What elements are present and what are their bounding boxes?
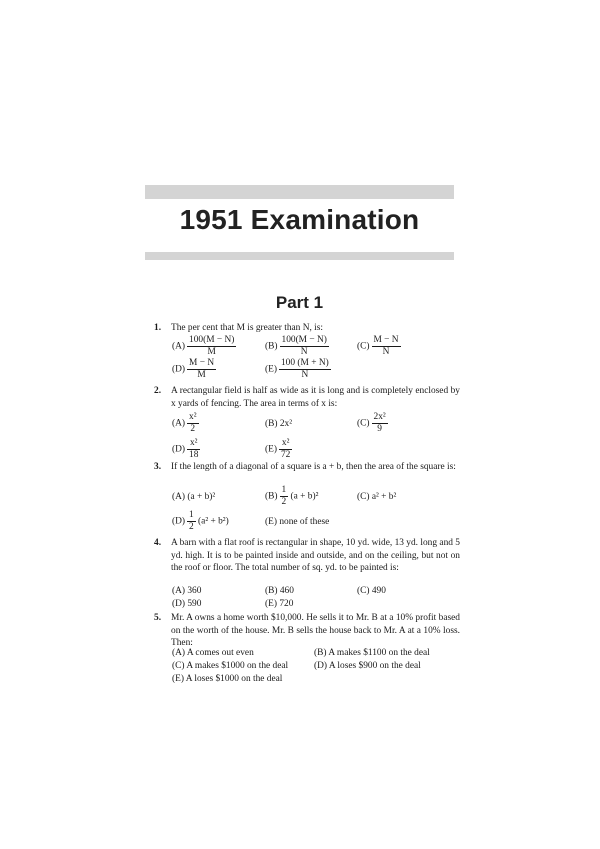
choice-b: (B) $\frac{100(M - N)}{N}$: [265, 335, 327, 357]
question-text: If the length of a diagonal of a square is a + b, then the area of the square is:: [171, 462, 456, 472]
question-2: [154, 385, 460, 410]
choice-b: (B) 2x²: [265, 419, 293, 429]
question-number: 3.: [154, 462, 162, 472]
choice-d: (D) A loses $900 on the deal: [314, 661, 421, 671]
choice-a: (A) 360: [172, 586, 202, 596]
choice-d: (D) $\frac{1}{2}$ (a² + b²): [172, 510, 229, 532]
section-title: Part 1: [275, 293, 324, 312]
header-rule-top: [145, 185, 454, 199]
question-text: A barn with a flat roof is rectangular in shape, 10 yd. wide, 13 yd. long and 5 yd. high. It is to be painted inside and outside, and on the ceiling, but not on the roof or floor. The total number of sq. yd. to be painted is:: [171, 538, 460, 573]
header-rule-bottom: [145, 252, 454, 260]
choice-e: (E) $\frac{100 (M + N)}{N}$: [265, 358, 329, 380]
question-number: 4.: [154, 538, 162, 548]
question-4: [154, 537, 460, 575]
question-text: A rectangular field is half as wide as it is long and is completely enclosed by x yards of fencing. The area in terms of x is:: [171, 386, 460, 409]
question-5: [154, 612, 460, 650]
question-text: Mr. A owns a home worth $10,000. He sells it to Mr. B at a 10% profit based on the worth of the house. Mr. B sells the house back to Mr. A at a 10% loss. Then:: [171, 613, 460, 648]
choice-e: (E) none of these: [265, 517, 330, 527]
question-number: 2.: [154, 386, 162, 396]
choice-c: (C) $\frac{\text{2x²}}{9}$: [357, 412, 386, 434]
choice-c: (C) $\frac{M - N}{N}$: [357, 335, 399, 357]
choice-a: (A) $\frac{100(M - N)}{M}$: [172, 335, 235, 357]
choice-c: (C) 490: [357, 586, 386, 596]
question-text: The per cent that M is greater than N, is:: [171, 323, 324, 333]
question-1: [154, 322, 460, 335]
question-3: [154, 461, 460, 474]
choice-a: (A) (a + b)²: [172, 492, 216, 502]
choice-b: (B) A makes $1100 on the deal: [314, 648, 430, 658]
choice-a: (A) A comes out even: [172, 648, 254, 658]
question-number: 1.: [154, 323, 162, 333]
choice-e: (E) $\frac{\text{x²}}{72}$: [265, 438, 291, 460]
choice-e: (E) A loses $1000 on the deal: [172, 674, 283, 684]
choice-b: (B) $\frac{1}{2}$ (a + b)²: [265, 485, 319, 507]
choice-c: (C) A makes $1000 on the deal: [172, 661, 289, 671]
choice-c: (C) a² + b²: [357, 492, 397, 502]
choice-a: (A) $\frac{\text{x²}}{2}$: [172, 412, 197, 434]
choice-d: (D) $\frac{M - N}{M}$: [172, 358, 215, 380]
choice-b: (B) 460: [265, 586, 294, 596]
question-number: 5.: [154, 613, 162, 623]
choice-d: (D) $\frac{\text{x²}}{18}$: [172, 438, 199, 460]
page-title: 1951 Examination: [179, 204, 420, 235]
choice-d: (D) 590: [172, 599, 202, 609]
choice-e: (E) 720: [265, 599, 294, 609]
